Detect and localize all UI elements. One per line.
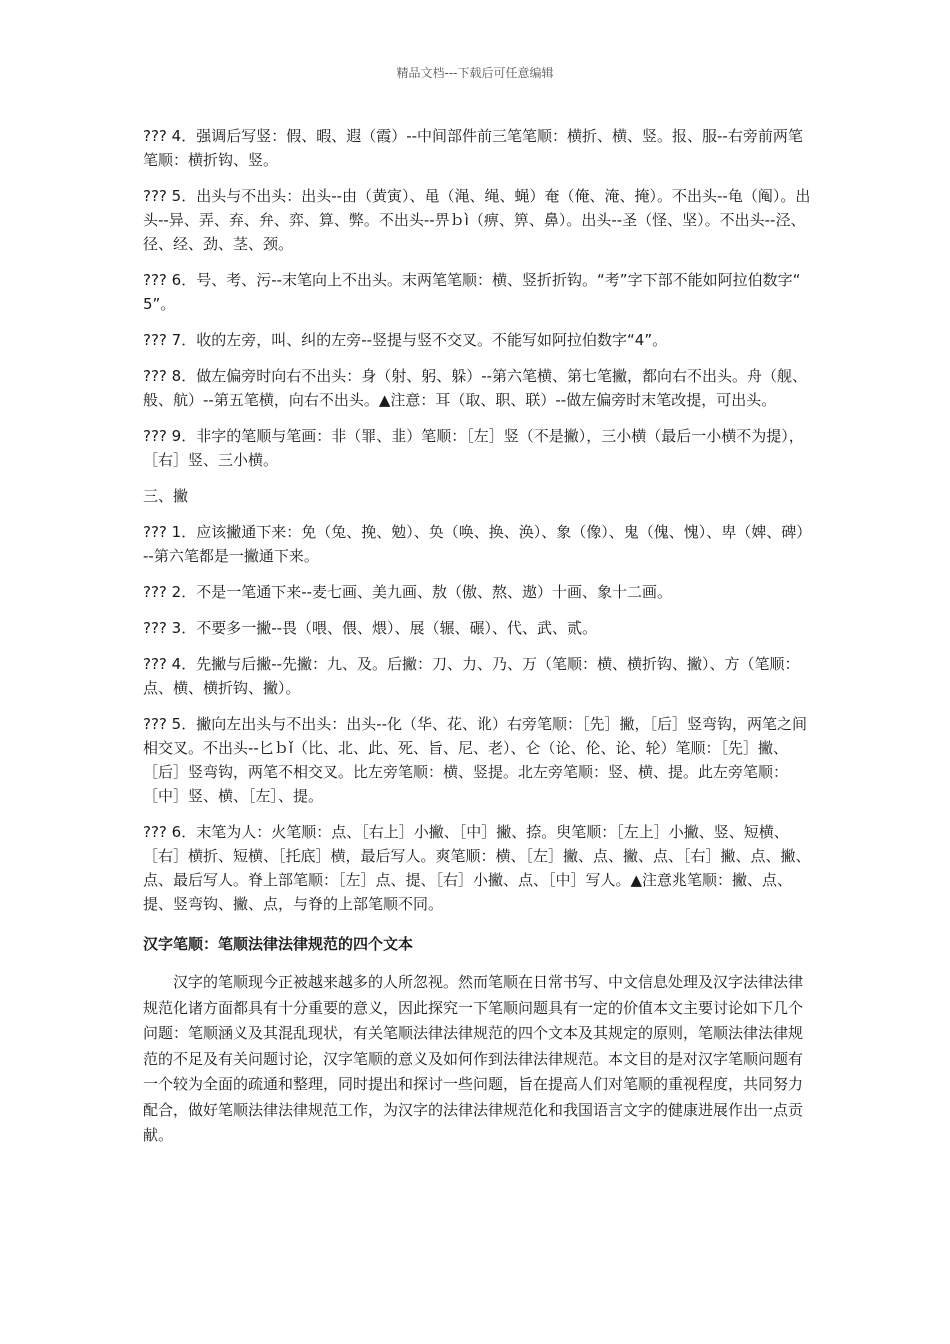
list-item: ??? 5．出头与不出头：出头--由（黄寅）、黾（渑、绳、蝇）奄（俺、淹、掩）。不出头--龟（阄）。出头--异、弄、弃、弁、弈、算、弊。不出头--畀ｂì（痹、箅、鼻）。出头--圣（怪、坚）。不出头--泾、径、经、劲、茎、颈。 bbox=[143, 187, 811, 253]
list-item: ??? 8．做左偏旁时向右不出头：身（射、躬、躲）--第六笔横、第七笔撇，都向右不出头。舟（舰、般、航）--第五笔横，向右不出头。▲注意：耳（取、职、联）--做左偏旁时末笔改提，可出头。 bbox=[143, 367, 808, 409]
document-body bbox=[143, 124, 815, 1161]
list-item: ??? 3．不要多一撇--畏（喂、偎、煨）、展（辗、碾）、代、武、贰。 bbox=[143, 619, 598, 637]
list-item: ??? 6．号、考、污--末笔向上不出头。末两笔笔顺：横、竖折折钩。“考”字下部不能如阿拉伯数字“ 5”。 bbox=[143, 271, 801, 313]
list-item: ??? 4．强调后写竖：假、暇、遐（霞）--中间部件前三笔笔顺：横折、横、竖。报、服--右旁前两笔笔顺：横折钩、竖。 bbox=[143, 127, 803, 169]
list-item: ??? 7．收的左旁，叫、纠的左旁--竖提与竖不交叉。不能写如阿拉伯数字“4”。 bbox=[143, 331, 668, 349]
list-item: ??? 6．末笔为人：火笔顺：点、［右上］小撇、［中］撇、捺。臾笔顺：［左上］小撇、竖、短横、［右］横折、短横、［托底］横，最后写人。爽笔顺：横、［左］撇、点、撇、点、［右］撇、点、撇、点、最后写人。脊上部笔顺：［左］点、提、［右］小撇、点、［中］写人。▲注意兆笔顺：撇、点、提、竖弯钩、撇、点，与脊的上部笔顺不同。 bbox=[143, 823, 811, 913]
list-item: ??? 4．先撇与后撇--先撇：九、及。后撇：刀、力、乃、万（笔顺：横、横折钩、撇）、方（笔顺：点、横、横折钩、撇）。 bbox=[143, 655, 800, 697]
section-heading: 汉字笔顺：笔顺法律法律规范的四个文本 bbox=[143, 935, 414, 953]
list-item: ??? 9．非字的笔顺与笔画：非（罪、韭）笔顺：［左］竖（不是撇），三小横（最后一小横不为提），［右］竖、三小横。 bbox=[143, 427, 804, 469]
body-paragraph: 汉字的笔顺现今正被越来越多的人所忽视。然而笔顺在日常书写、中文信息处理及汉字法律法律规范化诸方面都具有十分重要的意义，因此探究一下笔顺问题具有一定的价值本文主要讨论如下几个问题：笔顺涵义及其混乱现状，有关笔顺法律法律规范的四个文本及其规定的原则，笔顺法律法律规范的不足及有关问题讨论，汉字笔顺的意义及如何作到法律法律规范。本文目的是对汉字笔顺问题有一个较为全面的疏通和整理，同时提出和探讨一些问题，旨在提高人们对笔顺的重视程度，共同努力配合，做好笔顺法律法律规范工作，为汉字的法律法律规范化和我国语言文字的健康进展作出一点贡献。 bbox=[143, 973, 804, 1144]
section-title: 三、撇 bbox=[143, 487, 189, 505]
list-item: ??? 5．撇向左出头与不出头：出头--化（华、花、讹）右旁笔顺：［先］撇，［后］竖弯钩，两笔之间相交叉。不出头--匕ｂǐ（比、北、此、死、旨、尼、老）、仑（论、伦、论、轮）笔顺：［先］撇、［后］竖弯钩，两笔不相交叉。比左旁笔顺：横、竖提。北左旁笔顺：竖、横、提。此左旁笔顺：［中］竖、横、［左］、提。 bbox=[143, 715, 808, 805]
page-header: 精品文档---下载后可任意编辑 bbox=[396, 66, 554, 80]
list-item: ??? 1．应该撇通下来：免（兔、挽、勉）、奂（唤、换、涣）、象（像）、鬼（傀、愧）、卑（婢、碑）--第六笔都是一撇通下来。 bbox=[143, 523, 812, 565]
list-item: ??? 2．不是一笔通下来--麦七画、美九画、敖（傲、熬、遨）十画、象十二画。 bbox=[143, 583, 673, 601]
